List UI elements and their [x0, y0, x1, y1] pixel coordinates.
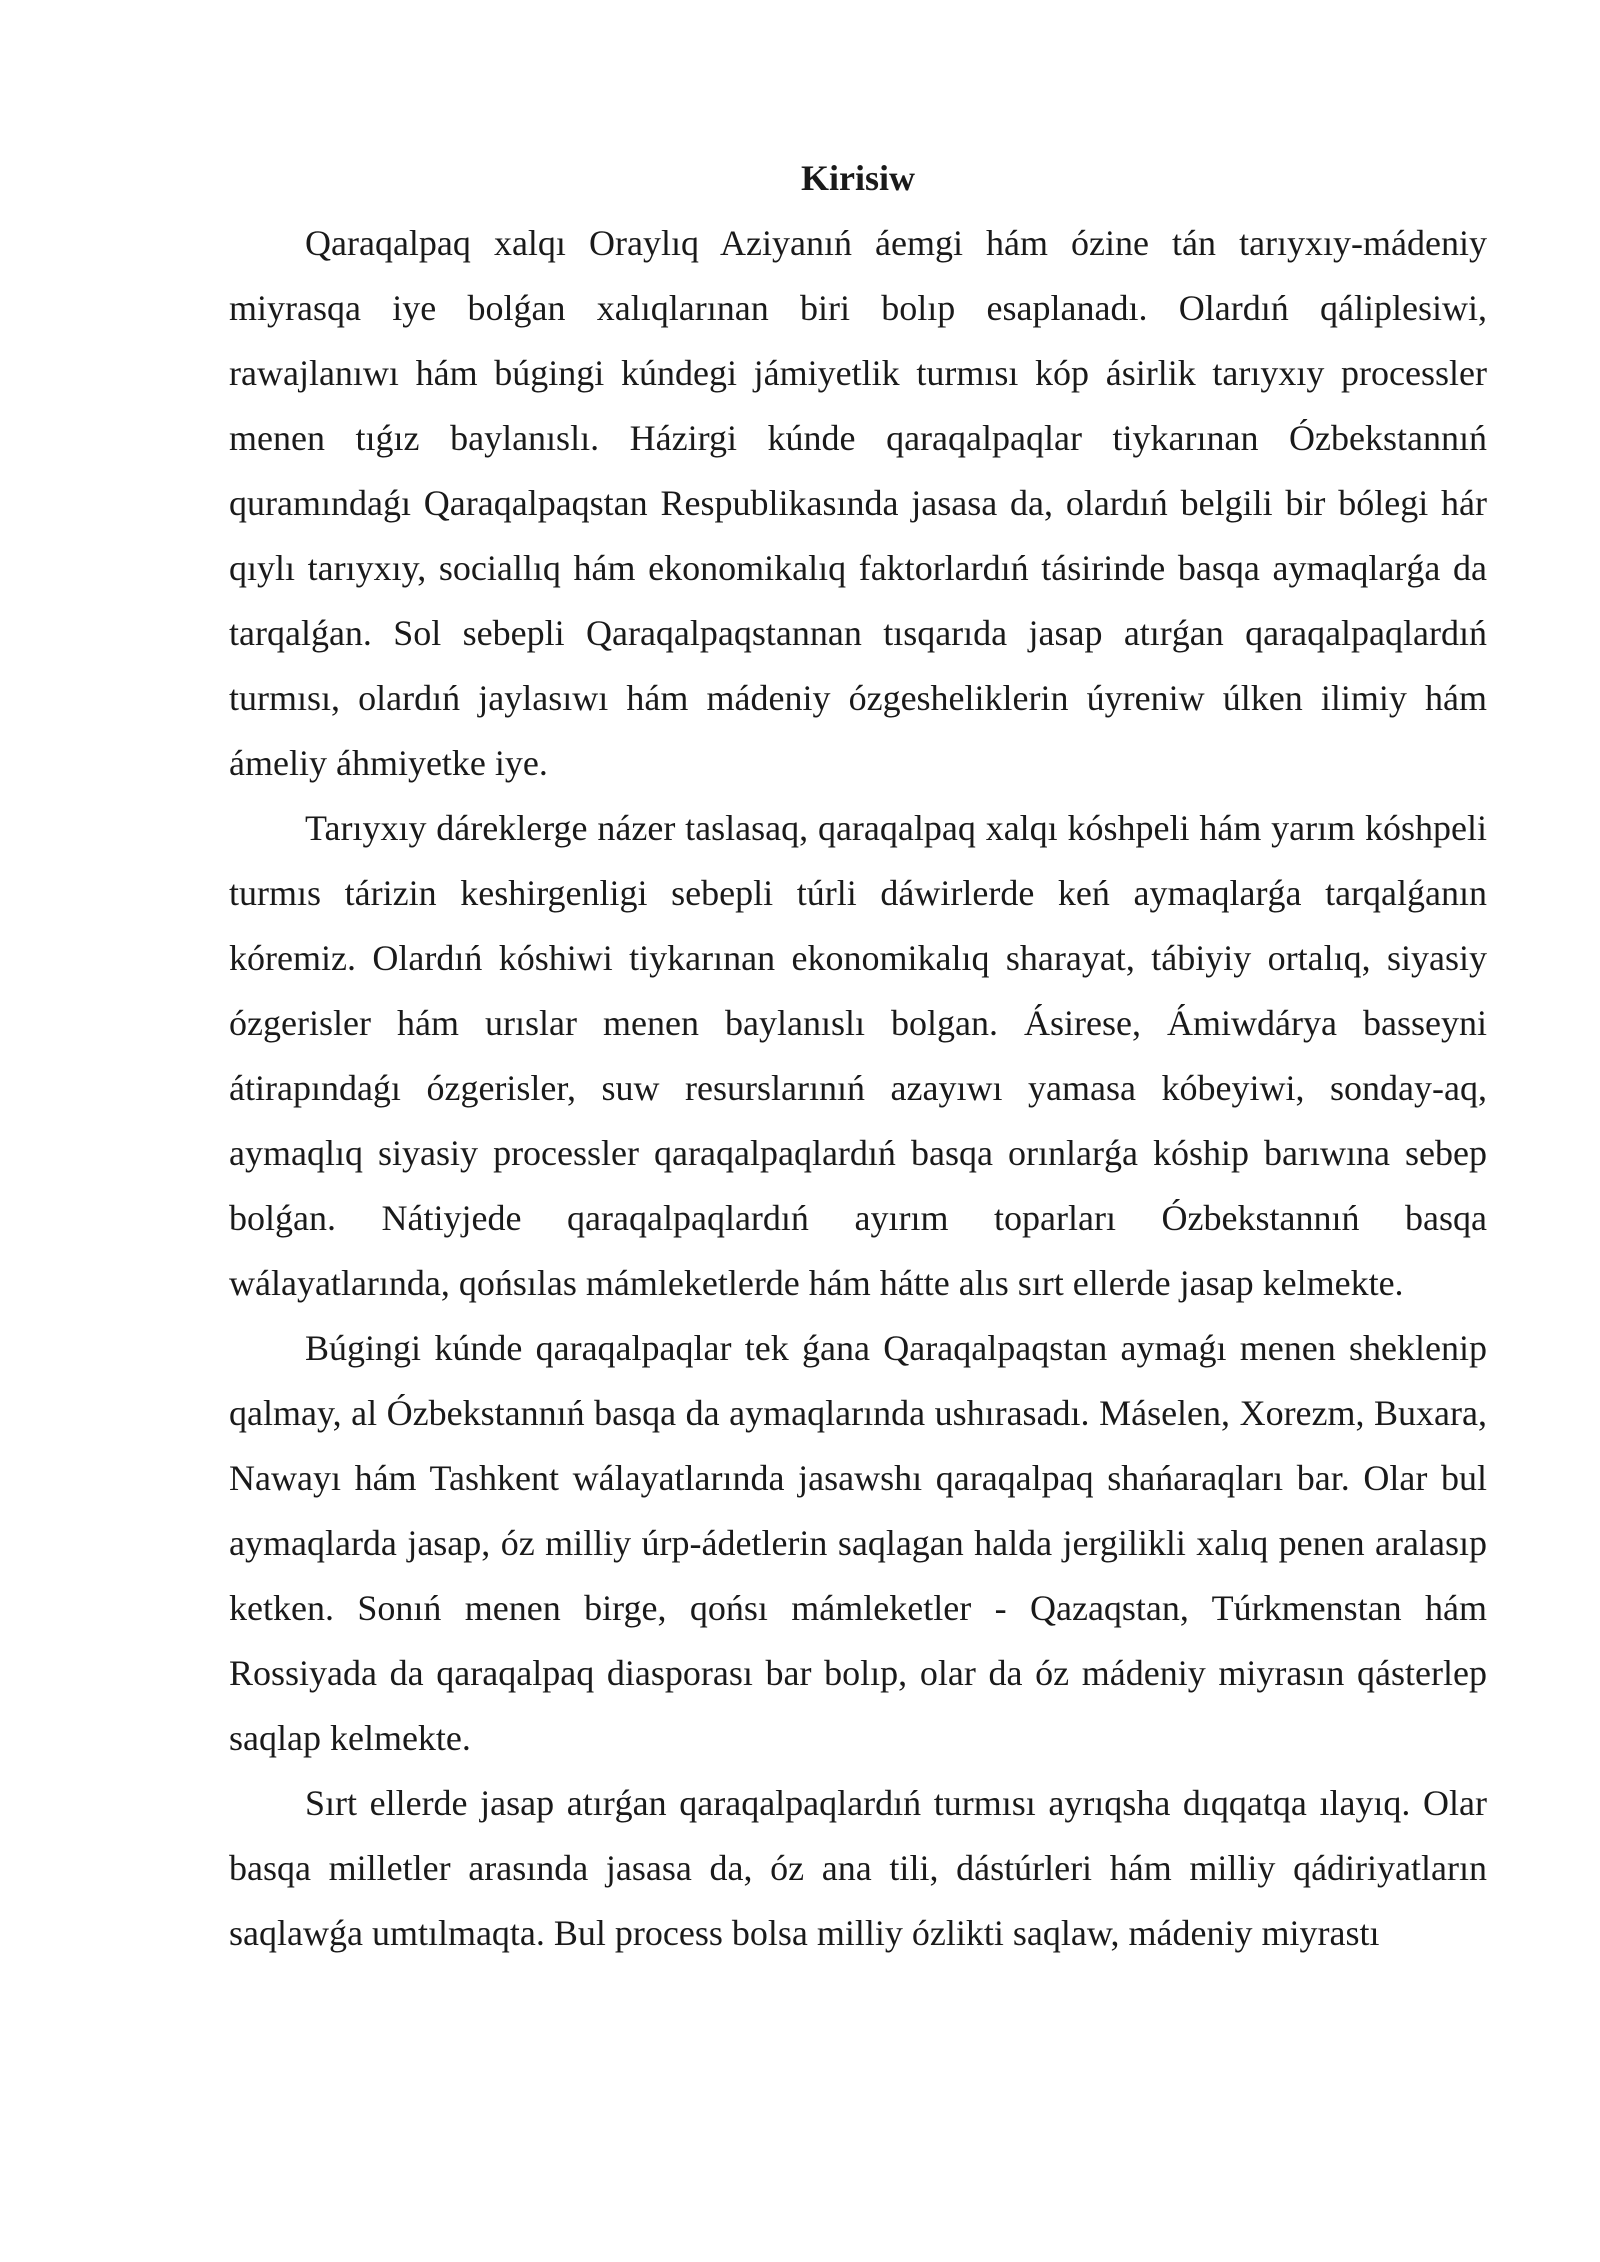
- paragraph-1: Qaraqalpaq xalqı Oraylıq Aziyanıń áemgi hám ózine tán tarıyxıy-mádeniy miyrasqa iye bolǵan xalıqlarınan biri bolıp esaplanadı. Olardıń qáliplesiwi, rawajlanıwı hám búgingi kúndegi jámiyetlik turmısı kóp ásirlik tarıyxıy processler menen tıǵız baylanıslı. Házirgi kúnde qaraqalpaqlar tiykarınan Ózbekstannıń quramındaǵı Qaraqalpaqstan Respublikasında jasasa da, olardıń belgili bir bólegi hár qıylı tarıyxıy, sociallıq hám ekonomikalıq faktorlardıń tásirinde basqa aymaqlarǵa da tarqalǵan. Sol sebepli Qaraqalpaqstannan tısqarıda jasap atırǵan qaraqalpaqlardıń turmısı, olardıń jaylasıwı hám mádeniy ózgesheliklerin úyreniw úlken ilimiy hám ámeliy áhmiyetke iye.: [229, 223, 1487, 783]
- page-title: Kirisiw: [801, 158, 915, 198]
- paragraph-4: Sırt ellerde jasap atırǵan qaraqalpaqlardıń turmısı ayrıqsha dıqqatqa ılayıq. Olar basqa milletler arasında jasasa da, óz ana tili, dástúrleri hám milliy qádiriyatların saqlawǵa umtılmaqta. Bul process bolsa milliy ózlikti saqlaw, mádeniy miyrastı: [229, 1783, 1487, 1953]
- paragraph-3: Búgingi kúnde qaraqalpaqlar tek ǵana Qaraqalpaqstan aymaǵı menen sheklenip qalmay, al Ózbekstannıń basqa da aymaqlarında ushırasadı. Máselen, Xorezm, Buxara, Nawayı hám Tashkent wálayatlarında jasawshı qaraqalpaq shańaraqları bar. Olar bul aymaqlarda jasap, óz milliy úrp-ádetlerin saqlagan halda jergilikli xalıq penen aralasıp ketken. Sonıń menen birge, qońsı mámleketler - Qazaqstan, Túrkmenstan hám Rossiyada da qaraqalpaq diasporası bar bolıp, olar da óz mádeniy miyrasın qásterlep saqlap kelmekte.: [229, 1328, 1487, 1758]
- document-body: [229, 148, 1487, 1966]
- paragraph-2: Tarıyxıy dáreklerge názer taslasaq, qaraqalpaq xalqı kóshpeli hám yarım kóshpeli turmıs tárizin keshirgenligi sebepli túrli dáwirlerde keń aymaqlarǵa tarqalǵanın kóremiz. Olardıń kóshiwi tiykarınan ekonomikalıq sharayat, tábiyiy ortalıq, siyasiy ózgerisler hám urıslar menen baylanıslı bolgan. Ásirese, Ámiwdárya basseyni átirapındaǵı ózgerisler, suw resurslarınıń azayıwı yamasa kóbeyiwi, sonday-aq, aymaqlıq siyasiy processler qaraqalpaqlardıń basqa orınlarǵa kóship barıwına sebep bolǵan. Nátiyjede qaraqalpaqlardıń ayırım toparları Ózbekstannıń basqa wálayatlarında, qońsılas mámleketlerde hám hátte alıs sırt ellerde jasap kelmekte.: [229, 808, 1487, 1303]
